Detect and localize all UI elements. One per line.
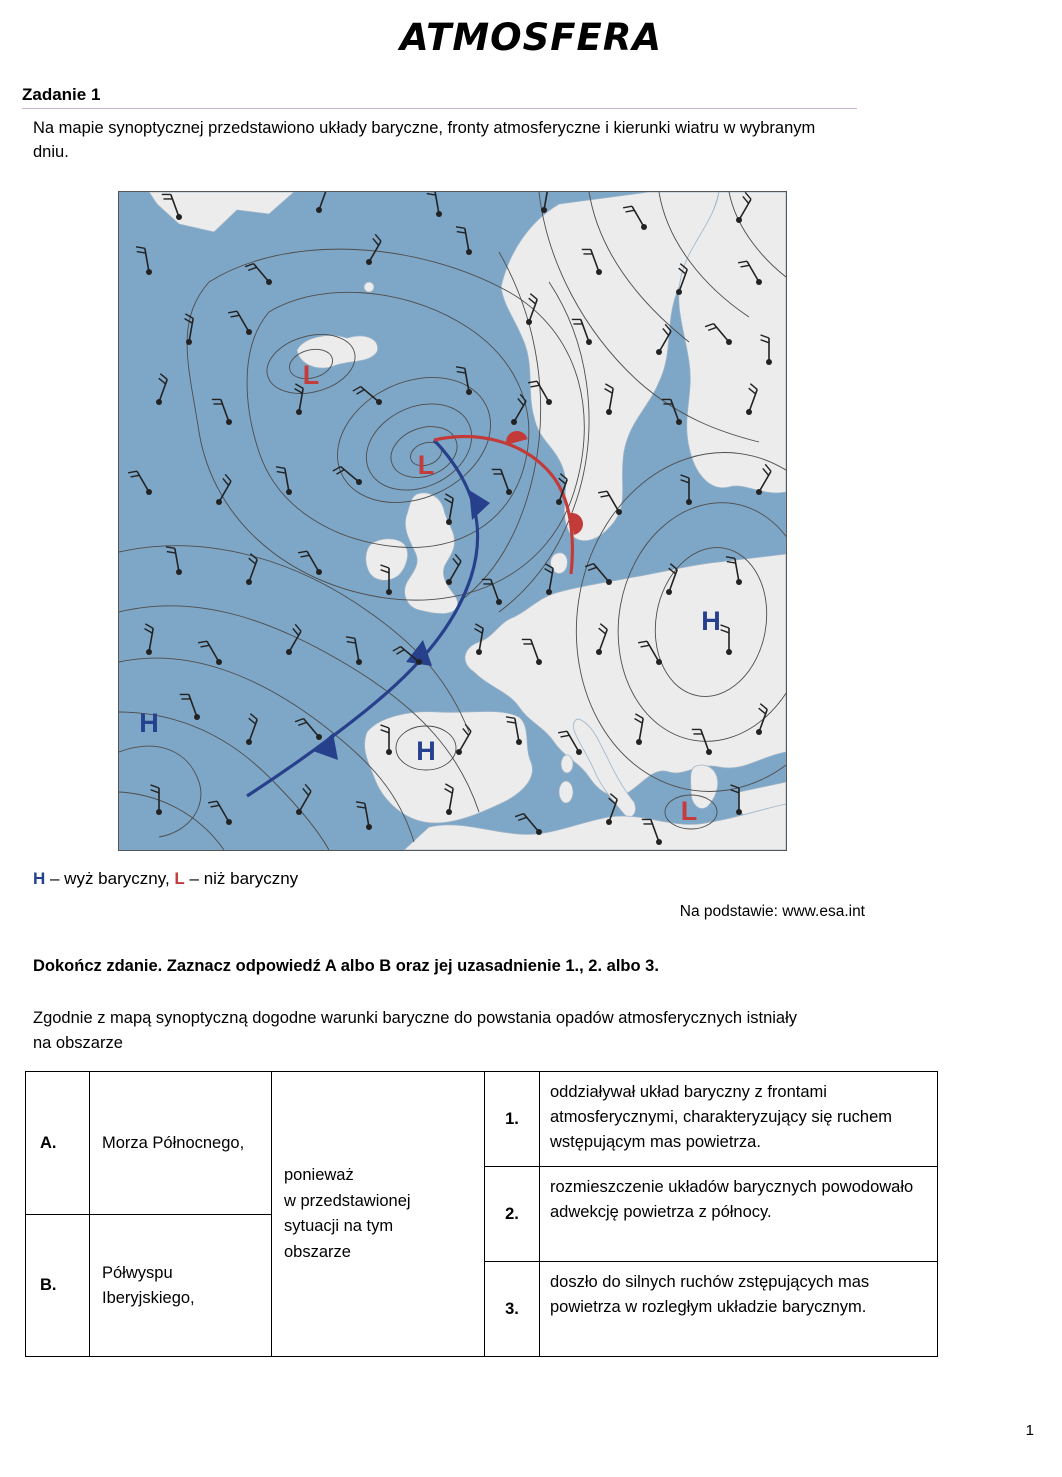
page-number: 1 <box>1025 1422 1034 1439</box>
low-pressure-label: L <box>302 359 320 390</box>
answer-table <box>25 1071 938 1357</box>
high-pressure-label: H <box>701 605 721 636</box>
map-legend <box>33 869 1062 889</box>
answer-options-column <box>26 1072 272 1356</box>
low-pressure-label: L <box>417 449 435 480</box>
low-pressure-label: L <box>680 795 698 826</box>
legend-low-desc: – niż baryczny <box>184 868 299 888</box>
justification-2-text[interactable]: rozmieszczenie układów barycznych powodowało adwekcję powietrza z północy. <box>550 1178 914 1222</box>
task-heading: Zadanie 1 <box>22 85 101 104</box>
legend-high-desc: – wyż baryczny, <box>45 868 175 888</box>
task-stem: Zgodnie z mapą synoptyczną dogodne warunki baryczne do powstania opadów atmosferycznych istniały na obszarze <box>33 1008 798 1052</box>
justification-2-key[interactable]: 2. <box>485 1167 540 1261</box>
connector-cell: ponieważ w przedstawionej sytuacji na tym obszarze <box>272 1072 485 1356</box>
synoptic-map-figure <box>119 192 786 850</box>
task-intro-text: Na mapie synoptycznej przedstawiono układy baryczne, fronty atmosferyczne i kierunki wiatru w wybranym dniu. <box>33 119 816 161</box>
table-row <box>26 1072 271 1214</box>
table-row <box>485 1072 937 1166</box>
high-pressure-label: H <box>139 707 159 738</box>
synoptic-map <box>118 191 787 851</box>
table-row <box>485 1261 937 1356</box>
landmass-faroe <box>364 282 374 292</box>
justification-3-text[interactable]: doszło do silnych ruchów zstępujących mas powietrza w rozległym układzie barycznym. <box>550 1273 870 1317</box>
task-instruction: Dokończ zdanie. Zaznacz odpowiedź A albo B oraz jej uzasadnienie 1., 2. albo 3. <box>33 956 659 975</box>
justification-column <box>485 1072 937 1356</box>
legend-low-letter: L <box>174 868 185 888</box>
page-title: ATMOSFERA <box>400 16 662 59</box>
justification-1-key[interactable]: 1. <box>485 1072 540 1166</box>
table-row <box>485 1166 937 1261</box>
landmass-sardinia <box>559 781 573 803</box>
high-pressure-label: H <box>416 735 436 766</box>
answer-option-a-label[interactable]: Morza Północnego, <box>102 1133 245 1152</box>
task-heading-rule <box>22 85 857 109</box>
map-source: Na podstawie: www.esa.int <box>679 902 865 920</box>
legend-high-letter: H <box>33 868 46 888</box>
justification-1-text[interactable]: oddziaływał układ baryczny z frontami atmosferycznymi, charakteryzujący się ruchem wstępującym mas powietrza. <box>550 1083 893 1151</box>
answer-option-b-label[interactable]: Półwyspu Iberyjskiego, <box>102 1263 195 1307</box>
answer-option-a-key[interactable]: A. <box>26 1072 90 1214</box>
table-row <box>26 1214 271 1357</box>
justification-3-key[interactable]: 3. <box>485 1262 540 1356</box>
landmass-corsica <box>561 755 573 773</box>
answer-option-b-key[interactable]: B. <box>26 1215 90 1357</box>
